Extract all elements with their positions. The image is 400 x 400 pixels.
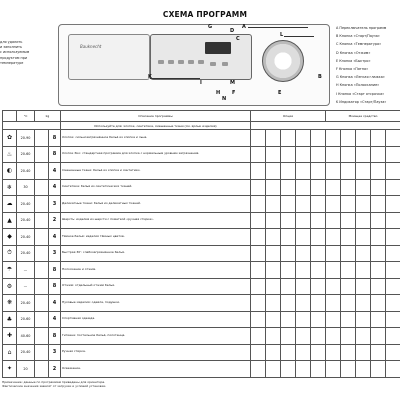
option-cell bbox=[341, 146, 356, 163]
option-cell bbox=[356, 311, 371, 328]
option-cell bbox=[296, 361, 311, 378]
program-description: Быстрая 30': слабозагрязнённое бельё. bbox=[61, 245, 251, 262]
program-temperature: — bbox=[17, 278, 35, 295]
option-cell bbox=[371, 196, 386, 213]
callout-line bbox=[150, 78, 200, 79]
program-icon: ♣ bbox=[3, 311, 17, 328]
option-cell bbox=[326, 311, 341, 328]
program-temperature: 20-60 bbox=[17, 146, 35, 163]
program-description: Гигиена: постельное бельё, полотенца. bbox=[61, 328, 251, 345]
program-temperature: 20-40 bbox=[17, 295, 35, 312]
program-temperature: 20-40 bbox=[17, 212, 35, 229]
program-load: 4 bbox=[49, 229, 61, 246]
option-cell bbox=[281, 245, 296, 262]
program-description: Полоскание и отжим. bbox=[61, 262, 251, 279]
program-load: 8 bbox=[49, 278, 61, 295]
option-cell bbox=[281, 361, 296, 378]
option-cell bbox=[311, 146, 326, 163]
option-cell bbox=[296, 344, 311, 361]
program-icon: ◆ bbox=[3, 229, 17, 246]
intro-line: с используемым bbox=[0, 50, 30, 55]
option-cell bbox=[251, 130, 266, 147]
table-row bbox=[3, 344, 400, 361]
program-knob bbox=[262, 40, 304, 82]
option-cell bbox=[296, 229, 311, 246]
option-cell bbox=[266, 130, 281, 147]
option-cell bbox=[386, 278, 400, 295]
program-icon: ▲ bbox=[3, 212, 17, 229]
table-row bbox=[3, 245, 400, 262]
program-spin bbox=[35, 163, 49, 180]
option-cell bbox=[386, 179, 400, 196]
program-temperature: 20-40 bbox=[17, 163, 35, 180]
option-cell bbox=[356, 179, 371, 196]
option-cell bbox=[326, 130, 341, 147]
option-cell bbox=[311, 179, 326, 196]
option-cell bbox=[311, 361, 326, 378]
callout-label: F bbox=[232, 90, 236, 96]
option-cell bbox=[326, 328, 341, 345]
program-icon: ⌂ bbox=[3, 344, 17, 361]
option-cell bbox=[266, 328, 281, 345]
option-cell bbox=[371, 245, 386, 262]
option-cell bbox=[266, 179, 281, 196]
option-cell bbox=[281, 229, 296, 246]
option-cell bbox=[311, 262, 326, 279]
option-cell bbox=[311, 212, 326, 229]
option-cell bbox=[356, 163, 371, 180]
option-cell bbox=[326, 179, 341, 196]
option-cell bbox=[326, 196, 341, 213]
option-cell bbox=[296, 295, 311, 312]
option-cell bbox=[281, 146, 296, 163]
program-icon: ◐ bbox=[3, 163, 17, 180]
option-cell bbox=[251, 229, 266, 246]
program-icon: ❄ bbox=[3, 179, 17, 196]
option-cell bbox=[356, 344, 371, 361]
callout-label: K bbox=[148, 74, 152, 80]
program-spin bbox=[35, 229, 49, 246]
callout-label: N bbox=[222, 96, 227, 102]
table-row bbox=[3, 361, 400, 378]
option-cell bbox=[386, 295, 400, 312]
option-cell bbox=[386, 361, 400, 378]
brand-logo: Bauknecht bbox=[80, 44, 102, 49]
program-icon: ⏱ bbox=[3, 245, 17, 262]
option-cell bbox=[371, 344, 386, 361]
legend-item: I Кнопка «Старт отсрочка» bbox=[336, 91, 385, 96]
legend-item: B Кнопка «Старт/Пауза» bbox=[336, 34, 380, 39]
panel-button bbox=[210, 62, 216, 66]
table-row bbox=[3, 163, 400, 180]
program-load: 8 bbox=[49, 146, 61, 163]
option-cell bbox=[386, 262, 400, 279]
option-cell bbox=[326, 262, 341, 279]
program-description: Смешанные ткани: бельё из хлопка и синтетики. bbox=[61, 163, 251, 180]
program-load: 3 bbox=[49, 196, 61, 213]
option-cell bbox=[326, 278, 341, 295]
option-cell bbox=[341, 311, 356, 328]
intro-line: температуре bbox=[0, 60, 24, 65]
option-cell bbox=[266, 361, 281, 378]
option-cell bbox=[251, 179, 266, 196]
program-temperature: 20 bbox=[17, 361, 35, 378]
option-cell bbox=[251, 344, 266, 361]
option-cell bbox=[386, 212, 400, 229]
option-cell bbox=[386, 245, 400, 262]
option-cell bbox=[251, 278, 266, 295]
program-description: Пуховые изделия: одеяла, подушки. bbox=[61, 295, 251, 312]
table-row bbox=[3, 278, 400, 295]
page-title: СХЕМА ПРОГРАММ bbox=[162, 10, 248, 19]
program-icon: ✚ bbox=[3, 328, 17, 345]
option-cell bbox=[296, 146, 311, 163]
table-header: Опции bbox=[251, 111, 326, 122]
option-cell bbox=[266, 163, 281, 180]
callout-label: A bbox=[242, 24, 246, 30]
table-header: Описание программы bbox=[61, 111, 251, 122]
intro-line: продуктом при bbox=[0, 55, 28, 60]
program-temperature: 20-40 bbox=[17, 245, 35, 262]
option-cell bbox=[266, 295, 281, 312]
option-cell bbox=[296, 212, 311, 229]
option-cell bbox=[281, 328, 296, 345]
option-cell bbox=[251, 245, 266, 262]
option-cell bbox=[371, 262, 386, 279]
option-cell bbox=[356, 229, 371, 246]
option-cell bbox=[341, 179, 356, 196]
program-description: Деликатные ткани: бельё из деликатных тканей. bbox=[61, 196, 251, 213]
program-spin bbox=[35, 179, 49, 196]
callout-line bbox=[248, 27, 308, 28]
table-row bbox=[3, 295, 400, 312]
table-header bbox=[3, 111, 17, 122]
legend-list bbox=[336, 24, 400, 106]
table-subheader-blank bbox=[251, 122, 400, 130]
option-cell bbox=[371, 311, 386, 328]
footnote: Примечание: данные по программам приведены для ориентира. bbox=[2, 380, 106, 384]
option-cell bbox=[281, 295, 296, 312]
option-cell bbox=[371, 179, 386, 196]
option-cell bbox=[341, 245, 356, 262]
legend-item: C Кнопка «Температура» bbox=[336, 42, 382, 47]
intro-text bbox=[0, 40, 56, 66]
option-cell bbox=[311, 278, 326, 295]
option-cell bbox=[341, 130, 356, 147]
option-cell bbox=[251, 311, 266, 328]
option-cell bbox=[281, 163, 296, 180]
program-load: 4 bbox=[49, 311, 61, 328]
program-spin bbox=[35, 344, 49, 361]
option-cell bbox=[251, 262, 266, 279]
option-cell bbox=[356, 361, 371, 378]
option-cell bbox=[281, 212, 296, 229]
program-temperature: 20-40 bbox=[17, 196, 35, 213]
program-spin bbox=[35, 196, 49, 213]
option-cell bbox=[356, 245, 371, 262]
callout-label: L bbox=[280, 32, 284, 38]
program-spin bbox=[35, 328, 49, 345]
option-cell bbox=[356, 130, 371, 147]
callout-label: C bbox=[236, 36, 240, 42]
table-row bbox=[3, 212, 400, 229]
option-cell bbox=[341, 295, 356, 312]
option-cell bbox=[281, 311, 296, 328]
option-cell bbox=[311, 328, 326, 345]
table-row bbox=[3, 146, 400, 163]
table-subheader-blank bbox=[3, 122, 61, 130]
table-row bbox=[3, 196, 400, 213]
option-cell bbox=[311, 344, 326, 361]
option-cell bbox=[296, 328, 311, 345]
program-load: 8 bbox=[49, 262, 61, 279]
option-cell bbox=[356, 146, 371, 163]
legend-item: A Переключатель программ bbox=[336, 26, 387, 30]
option-cell bbox=[251, 295, 266, 312]
program-description: Освежение. bbox=[61, 361, 251, 378]
program-description: Отжим: отдельный отжим белья. bbox=[61, 278, 251, 295]
option-cell bbox=[251, 163, 266, 180]
option-cell bbox=[281, 130, 296, 147]
option-cell bbox=[356, 295, 371, 312]
option-cell bbox=[386, 146, 400, 163]
option-cell bbox=[371, 130, 386, 147]
callout-line bbox=[284, 36, 314, 37]
program-load: 3 bbox=[49, 245, 61, 262]
option-cell bbox=[341, 229, 356, 246]
option-cell bbox=[326, 295, 341, 312]
table-row bbox=[3, 179, 400, 196]
program-temperature: 20-40 bbox=[17, 344, 35, 361]
option-cell bbox=[386, 196, 400, 213]
option-cell bbox=[281, 278, 296, 295]
program-icon: ❋ bbox=[3, 295, 17, 312]
callout-label: I bbox=[200, 80, 202, 86]
option-cell bbox=[311, 311, 326, 328]
option-cell bbox=[356, 262, 371, 279]
option-cell bbox=[311, 229, 326, 246]
program-load: 8 bbox=[49, 328, 61, 345]
option-cell bbox=[251, 328, 266, 345]
option-cell bbox=[341, 163, 356, 180]
option-cell bbox=[311, 295, 326, 312]
program-temperature: 30 bbox=[17, 179, 35, 196]
option-cell bbox=[341, 262, 356, 279]
table-row bbox=[3, 262, 400, 279]
option-cell bbox=[311, 245, 326, 262]
program-load: 8 bbox=[49, 130, 61, 147]
program-temperature: — bbox=[17, 262, 35, 279]
program-temperature: 20-40 bbox=[17, 229, 35, 246]
footnotes bbox=[2, 380, 398, 388]
legend-item: H Кнопка «Полоскание» bbox=[336, 83, 380, 88]
panel-button bbox=[158, 60, 164, 64]
callout-label: E bbox=[278, 90, 282, 96]
option-cell bbox=[296, 278, 311, 295]
program-load: 2 bbox=[49, 212, 61, 229]
option-cell bbox=[386, 311, 400, 328]
option-cell bbox=[266, 245, 281, 262]
table-row bbox=[3, 311, 400, 328]
option-cell bbox=[266, 146, 281, 163]
option-cell bbox=[341, 344, 356, 361]
program-icon: ☁ bbox=[3, 196, 17, 213]
panel-button bbox=[178, 60, 184, 64]
program-load: 4 bbox=[49, 163, 61, 180]
option-cell bbox=[296, 163, 311, 180]
option-cell bbox=[281, 344, 296, 361]
table-row bbox=[3, 229, 400, 246]
option-cell bbox=[386, 344, 400, 361]
display-screen bbox=[205, 42, 231, 54]
intro-line: и заполнить bbox=[0, 45, 23, 50]
option-cell bbox=[311, 163, 326, 180]
option-cell bbox=[356, 278, 371, 295]
program-load: 3 bbox=[49, 344, 61, 361]
option-cell bbox=[356, 212, 371, 229]
legend-item: E Кнопка «Быстро» bbox=[336, 58, 371, 63]
program-temperature: 40-60 bbox=[17, 328, 35, 345]
option-cell bbox=[326, 344, 341, 361]
option-cell bbox=[296, 245, 311, 262]
program-spin bbox=[35, 295, 49, 312]
option-cell bbox=[341, 361, 356, 378]
program-description: Спортивная одежда. bbox=[61, 311, 251, 328]
option-cell bbox=[311, 130, 326, 147]
program-icon: ☂ bbox=[3, 262, 17, 279]
program-description: Синтетика: бельё из синтетических тканей. bbox=[61, 179, 251, 196]
option-cell bbox=[326, 245, 341, 262]
panel-button bbox=[168, 60, 174, 64]
option-cell bbox=[326, 361, 341, 378]
table-header: Моющее средство bbox=[326, 111, 400, 122]
program-load: 4 bbox=[49, 295, 61, 312]
callout-label: H bbox=[216, 90, 221, 96]
option-cell bbox=[296, 311, 311, 328]
option-cell bbox=[371, 278, 386, 295]
legend-item: F Кнопка «Пятна» bbox=[336, 67, 369, 72]
option-cell bbox=[296, 196, 311, 213]
program-temperature: 20-90 bbox=[17, 130, 35, 147]
callout-label: M bbox=[230, 80, 235, 86]
option-cell bbox=[266, 196, 281, 213]
table-header: kg bbox=[35, 111, 61, 122]
legend-item: D Кнопка «Отжим» bbox=[336, 50, 371, 55]
program-description: Шерсть: изделия из шерсти с пометкой «ручная стирка». bbox=[61, 212, 251, 229]
table-subheader: Используйте для: хлопок, синтетика, смешанные ткани (см. ярлык изделия) bbox=[61, 122, 251, 130]
program-description: Тёмное бельё: изделия тёмных цветов. bbox=[61, 229, 251, 246]
program-spin bbox=[35, 212, 49, 229]
table-header: °C bbox=[17, 111, 35, 122]
option-cell bbox=[386, 328, 400, 345]
legend-item: G Кнопка «Легкая глажка» bbox=[336, 75, 385, 80]
option-cell bbox=[281, 262, 296, 279]
option-cell bbox=[356, 196, 371, 213]
option-cell bbox=[371, 229, 386, 246]
program-icon: ✿ bbox=[3, 130, 17, 147]
program-spin bbox=[35, 311, 49, 328]
option-cell bbox=[251, 212, 266, 229]
table-row bbox=[3, 328, 400, 345]
option-cell bbox=[251, 196, 266, 213]
program-load: 4 bbox=[49, 179, 61, 196]
program-description: Хлопок Эко: стандартная программа для хлопка с нормальным уровнем загрязнения. bbox=[61, 146, 251, 163]
program-icon: ✦ bbox=[3, 361, 17, 378]
program-icon: ⚙ bbox=[3, 278, 17, 295]
option-cell bbox=[356, 328, 371, 345]
option-cell bbox=[281, 196, 296, 213]
option-cell bbox=[266, 262, 281, 279]
option-cell bbox=[371, 328, 386, 345]
program-icon: ♨ bbox=[3, 146, 17, 163]
program-description: Ручная стирка. bbox=[61, 344, 251, 361]
option-cell bbox=[281, 179, 296, 196]
option-cell bbox=[371, 163, 386, 180]
program-description: Хлопок: сильнозагрязнённое бельё из хлопка и льна. bbox=[61, 130, 251, 147]
program-spin bbox=[35, 361, 49, 378]
option-cell bbox=[326, 229, 341, 246]
option-cell bbox=[386, 163, 400, 180]
panel-button bbox=[188, 60, 194, 64]
option-cell bbox=[341, 278, 356, 295]
option-cell bbox=[311, 196, 326, 213]
option-cell bbox=[386, 130, 400, 147]
callout-label: B bbox=[318, 74, 322, 80]
option-cell bbox=[296, 179, 311, 196]
callout-label: D bbox=[230, 28, 235, 34]
footnote: Фактические значения зависят от загрузки и условий установки. bbox=[2, 384, 107, 388]
program-table bbox=[2, 110, 400, 378]
option-cell bbox=[341, 212, 356, 229]
option-cell bbox=[371, 146, 386, 163]
option-cell bbox=[341, 328, 356, 345]
option-cell bbox=[371, 295, 386, 312]
program-spin bbox=[35, 245, 49, 262]
program-spin bbox=[35, 262, 49, 279]
program-spin bbox=[35, 130, 49, 147]
callout-label: G bbox=[208, 24, 213, 30]
option-cell bbox=[251, 361, 266, 378]
option-cell bbox=[266, 229, 281, 246]
detergent-drawer bbox=[68, 34, 150, 80]
option-cell bbox=[341, 196, 356, 213]
option-cell bbox=[266, 212, 281, 229]
option-cell bbox=[326, 146, 341, 163]
program-load: 2 bbox=[49, 361, 61, 378]
option-cell bbox=[371, 361, 386, 378]
panel-button bbox=[222, 62, 228, 66]
option-cell bbox=[266, 278, 281, 295]
panel-button bbox=[198, 60, 204, 64]
legend-item: K Индикатор «Старт/Пауза» bbox=[336, 99, 387, 104]
option-cell bbox=[266, 344, 281, 361]
option-cell bbox=[266, 311, 281, 328]
option-cell bbox=[371, 212, 386, 229]
program-spin bbox=[35, 278, 49, 295]
option-cell bbox=[386, 229, 400, 246]
table-row bbox=[3, 130, 400, 147]
option-cell bbox=[296, 262, 311, 279]
program-temperature: 20-60 bbox=[17, 311, 35, 328]
intro-line: для удалить bbox=[0, 40, 23, 44]
option-cell bbox=[251, 146, 266, 163]
option-cell bbox=[326, 212, 341, 229]
option-cell bbox=[296, 130, 311, 147]
program-spin bbox=[35, 146, 49, 163]
option-cell bbox=[326, 163, 341, 180]
